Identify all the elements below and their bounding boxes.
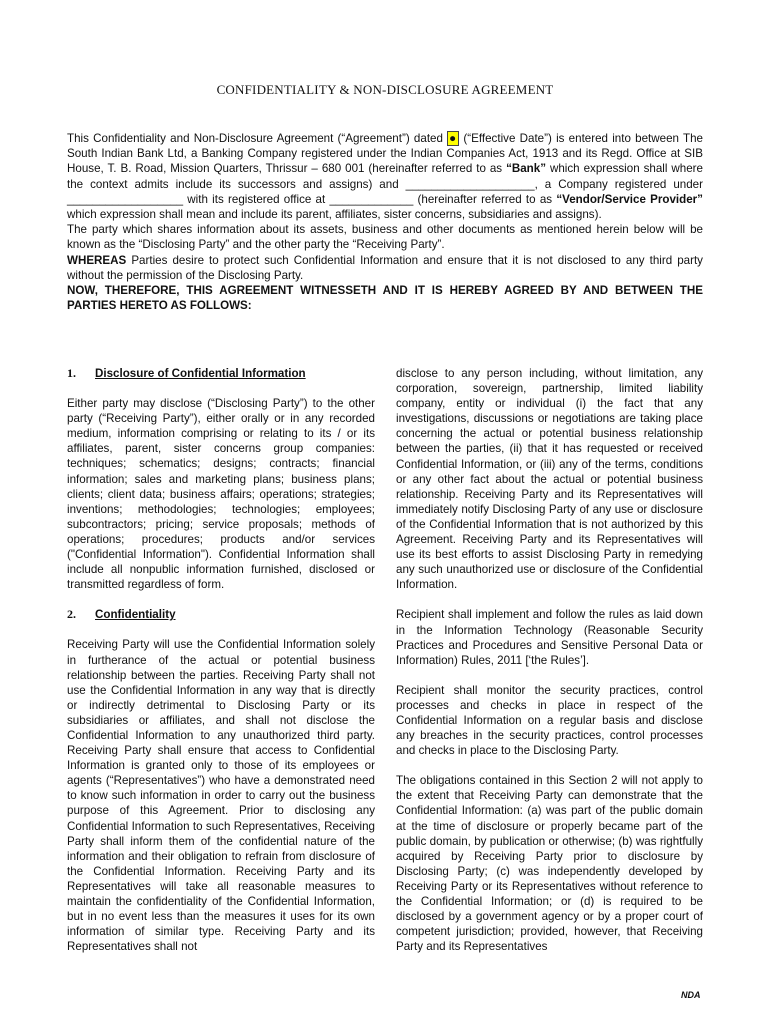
bank-term: “Bank” [506,162,547,176]
intro-paragraph-1: This Confidentiality and Non-Disclosure Agreement (“Agreement”) dated ● (“Effective Date”) is entered into between The South Indian Bank Ltd, a Banking Company registered under the Indian Companies Act, 1913 and its Regd. Office at SIB House, T. B. Road, Mission Quarters, Thrissur – 680 001 (hereinafter referred to as “Bank” which expression shall where the context admits include its successors and assigns) and ____________________, a Company registered under __________________ with its registered office at _____________ (hereinafter referred to as “Vendor/Service Provider” which expression shall mean and include its parent, affiliates, sister concerns, subsidiaries and assigns). [67,132,703,222]
section-2-body: Receiving Party will use the Confidential Information solely in furtherance of the actual or potential business relationship between the parties. Receiving Party shall not use the Confidential Information in any way that is directly or indirectly detrimental to Disclosing Party or its subsidiaries or affiliates, and shall not disclose the Confidential Information to any unauthorized third party. Receiving Party shall ensure that access to Confidential Information is granted only to those of its employees or agents (“Representatives”) who have a demonstrated need to know such information in order to carry out the business purpose of this Agreement. Prior to disclosing any Confidential Information to such Representatives, Receiving Party shall inform them of the confidential nature of the information and their obligation to refrain from disclosure of the Confidential Information. Receiving Party and its Representatives will take all reasonable measures to maintain the confidentiality of the Confidential Information, but in no event less than the measures it uses for its own information of similar type. Receiving Party and its Representatives shall not [67,638,375,954]
section-title: Disclosure of Confidential Information [95,367,306,380]
left-column [67,366,375,969]
right-paragraph: disclose to any person including, without limitation, any corporation, sovereign, partnership, limited liability company, entity or individual (i) the fact that any investigations, discussions or negotiations are taking place concerning the actual or potential business relationship between the parties, (ii) that it has requested or received Confidential Information, or (iii) any of the terms, conditions or any other fact about the actual or potential business relationship. Receiving Party and its Representatives will immediately notify Disclosing Party of any use or disclosure of the Confidential Information that is not authorized by this Agreement. Receiving Party and its Representatives will use its best efforts to assist Disclosing Party in remedying any such unauthorized use or disclosure of the Confidential Information. [396,367,703,592]
right-paragraph: The obligations contained in this Section 2 will not apply to the extent that Receiving Party can demonstrate that the Confidential Information: (a) was part of the public domain at the time of disclosure or properly became part of the public domain, by publication or otherwise; (b) was rightfully acquired by Receiving Party prior to disclosure by Disclosing Party; (c) was independently developed by Receiving Party or its Representatives without reference to the Confidential Information; or (d) is required to be disclosed by a government agency or by a proper court of competent jurisdiction; provided, however, that Receiving Party and its Representatives [396,774,703,954]
whereas-paragraph: WHEREAS Parties desire to protect such Confidential Information and ensure that it is not disclosed to any third party without the permission of the Disclosing Party. [67,253,703,282]
whereas-label: WHEREAS [67,253,127,267]
section-number: 2. [67,607,76,622]
right-column [396,366,703,969]
section-1-heading [67,366,375,381]
section-1-body: Either party may disclose (“Disclosing Party”) to the other party (“Receiving Party”), either orally or in any recorded medium, information comprising or relating to its / or its affiliates, parent, sister concerns group companies: techniques; schematics; designs; contracts; financial information; sales and marketing plans; business plans; clients; client data; business affairs; operations; strategies; inventions; methodologies; technologies; employees; subcontractors; pricing; service proposals; methods of operations; procedures; products and/or services ("Confidential Information"). Confidential Information shall include all nonpublic information furnished, disclosed or transmitted regardless of form. [67,397,375,592]
section-number: 1. [67,366,76,380]
date-placeholder-marker: ● [449,132,458,145]
witnesseth-paragraph: NOW, THEREFORE, THIS AGREEMENT WITNESSETH AND IT IS HEREBY AGREED BY AND BETWEEN THE PARTIES HERETO AS FOLLOWS: [67,284,703,313]
document-title: CONFIDENTIALITY & NON-DISCLOSURE AGREEMENT [216,82,554,97]
section-2-heading [67,607,375,622]
footer-label: NDA [681,990,701,1000]
intro-paragraph-2: The party which shares information about its assets, business and other documents as mentioned herein below will be known as the “Disclosing Party” and the other party the “Receiving Party”. [67,223,703,252]
right-paragraph: Recipient shall implement and follow the rules as laid down in the Information Technology (Reasonable Security Practices and Procedures and Sensitive Personal Data or Information) Rules, 2011 [‘the Rules’]. [396,608,703,667]
intro-block [67,131,703,313]
vendor-term: “Vendor/Service Provider” [556,192,703,206]
right-paragraph: Recipient shall monitor the security practices, control processes and checks in place in respect of the Confidential Information on a regular basis and disclose any breaches in the security practices, control processes and checks in place to the Disclosing Party. [396,683,703,758]
section-title: Confidentiality [95,608,176,622]
